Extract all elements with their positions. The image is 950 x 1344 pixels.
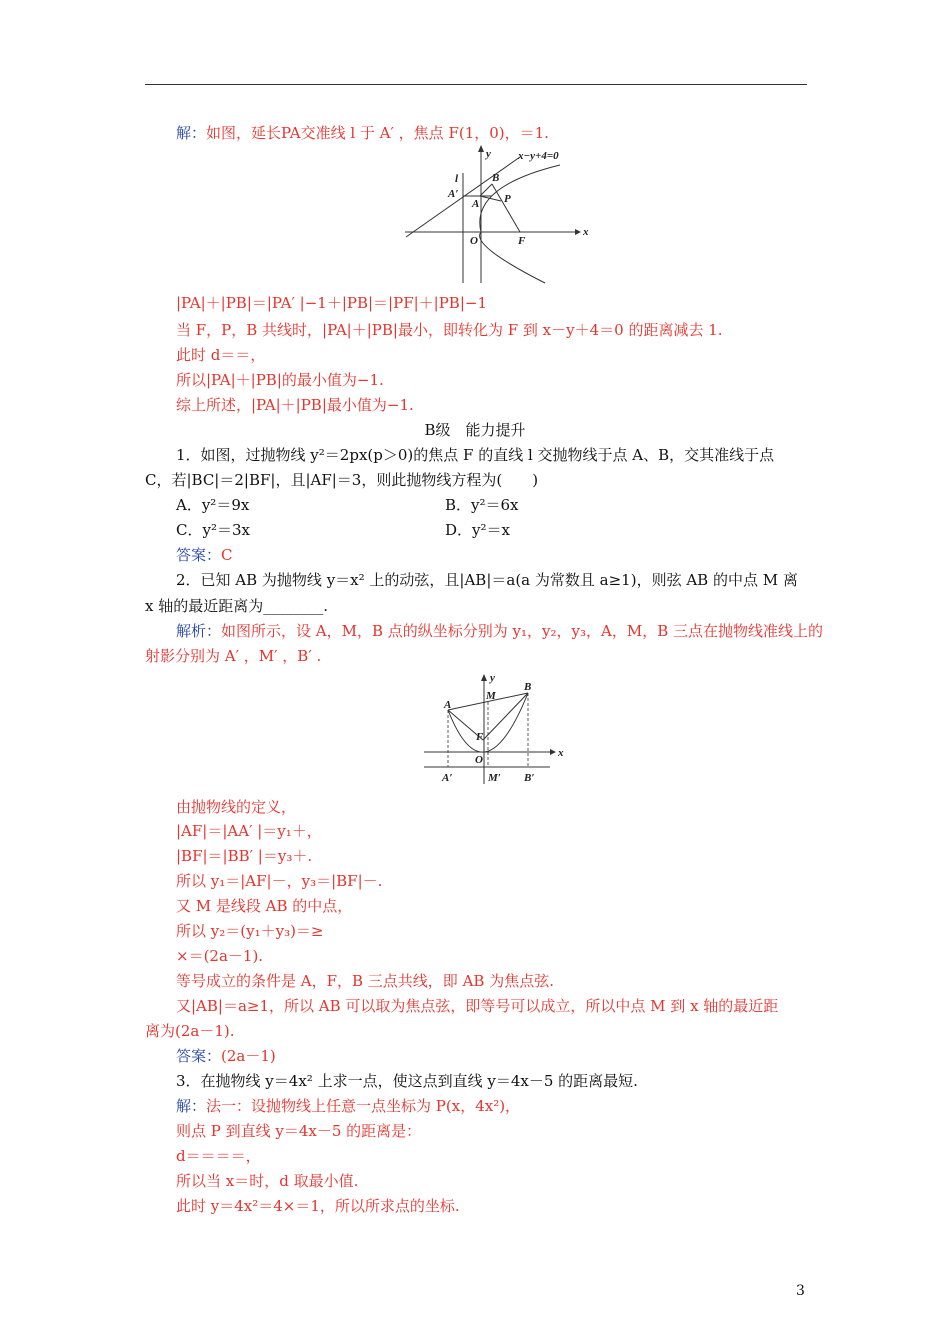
q3-line-d: 此时 y＝4x²＝4×＝1，所以所求点的坐标. <box>176 1197 460 1215</box>
q3-line-c: 所以当 x＝时，d 取最小值. <box>176 1172 359 1190</box>
p1-line-4: 所以|PA|＋|PB|的最小值为−1. <box>176 371 384 389</box>
solution-text: 如图，延长PA交准线 l 于 A′ ，焦点 F(1，0)，＝1. <box>206 124 549 142</box>
q2-line-1: 2．已知 AB 为抛物线 y＝x² 上的动弦，且|AB|＝a(a 为常数且 a≥1)，则弦 AB 的中点 M 离 <box>176 571 798 589</box>
q2-answer-label: 答案： <box>176 1047 222 1065</box>
q3-line-1: 3．在抛物线 y＝4x² 上求一点，使这点到直线 y＝4x－5 的距离最短. <box>176 1072 638 1090</box>
fig1-label-A: A <box>472 198 480 210</box>
q2-line-2: x 轴的最近距离为________. <box>145 597 328 615</box>
fig2-label-A-prime: A′ <box>442 772 453 784</box>
fig2-label-M: M <box>486 690 496 702</box>
fig1-label-A-prime: A′ <box>448 188 459 200</box>
fig1-label-B: B <box>492 172 500 184</box>
solution-label: 解： <box>176 124 207 142</box>
fig1-label-P: P <box>504 193 511 205</box>
q2-line-f: 所以 y₂＝(y₁＋y₃)＝≥ <box>176 922 324 940</box>
q2-line-j: 离为(2a－1). <box>145 1022 235 1040</box>
fig1-label-l: l <box>455 173 459 185</box>
fig2-label-y: y <box>490 672 495 684</box>
q3-solution-text: 法一：设抛物线上任意一点坐标为 P(x，4x²)， <box>206 1097 521 1115</box>
q1-answer-value: C <box>221 546 233 564</box>
section-b-title: B级 能力提升 <box>424 421 526 439</box>
q1-option-d: D．y²＝x <box>445 521 510 539</box>
q3-solution <box>176 1096 520 1116</box>
fig2-label-O: O <box>475 754 483 766</box>
fig1-line-label: x−y+4=0 <box>518 150 559 162</box>
header-rule <box>145 84 807 85</box>
p1-line-5: 综上所述，|PA|＋|PB|最小值为−1. <box>176 396 414 414</box>
q1-option-c: C．y²＝3x <box>176 521 250 539</box>
fig2-label-B: B <box>524 681 532 693</box>
q1-answer <box>176 545 233 565</box>
fig2-label-F: F <box>476 731 484 743</box>
fig2-label-x: x <box>558 747 564 759</box>
q3-solution-label: 解： <box>176 1097 207 1115</box>
p1-line-1: |PA|＋|PB|＝|PA′ |−1＋|PB|＝|PF|＋|PB|−1 <box>176 294 487 312</box>
q2-line-g: ×＝(2a－1). <box>176 947 264 965</box>
q1-option-b: B．y²＝6x <box>445 496 519 514</box>
fig2-label-B-prime: B′ <box>524 772 535 784</box>
p1-line-3: 此时 d＝＝， <box>176 346 266 364</box>
figure-focal-chord <box>420 670 570 790</box>
q2-line-d: 所以 y₁＝|AF|－，y₃＝|BF|－. <box>176 872 383 890</box>
q3-line-b: d＝＝＝＝， <box>176 1147 261 1165</box>
q2-line-c: |BF|＝|BB′ |＝y₃＋. <box>176 847 313 865</box>
q2-line-e: 又 M 是线段 AB 的中点， <box>176 897 353 915</box>
q2-answer-value: (2a－1) <box>221 1047 276 1065</box>
q1-option-a: A．y²＝9x <box>176 496 250 514</box>
q1-answer-label: 答案： <box>176 546 222 564</box>
fig1-label-x: x <box>583 226 589 238</box>
solution-intro <box>176 123 549 143</box>
q2-analysis-line-2: 射影分别为 A′ ，M′ ，B′ . <box>145 647 322 665</box>
q2-line-a: 由抛物线的定义， <box>176 798 297 816</box>
page-number: 3 <box>796 1283 805 1299</box>
q2-analysis <box>176 621 823 641</box>
fig2-label-A: A <box>444 699 452 711</box>
q3-line-a: 则点 P 到直线 y＝4x－5 的距离是： <box>176 1122 422 1140</box>
fig1-label-O: O <box>470 235 478 247</box>
fig1-label-y: y <box>486 148 491 160</box>
q2-line-h: 等号成立的条件是 A，F，B 三点共线，即 AB 为焦点弦. <box>176 972 554 990</box>
fig2-label-M-prime: M′ <box>488 772 501 784</box>
fig1-label-F: F <box>518 235 526 247</box>
q2-line-b: |AF|＝|AA′ |＝y₁＋， <box>176 822 322 840</box>
q1-line-1: 1．如图，过抛物线 y²＝2px(p＞0)的焦点 F 的直线 l 交抛物线于点 A、B，交其准线于点 <box>176 446 775 464</box>
q2-line-i: 又|AB|＝a≥1，所以 AB 可以取为焦点弦，即等号可以成立，所以中点 M 到 x 轴的最近距 <box>176 997 779 1015</box>
q2-answer <box>176 1046 276 1066</box>
q2-analysis-text: 如图所示，设 A，M，B 点的纵坐标分别为 y₁，y₂，y₃，A，M，B 三点在抛物线准线上的 <box>221 622 823 640</box>
p1-line-2: 当 F，P，B 共线时，|PA|＋|PB|最小，即转化为 F 到 x－y＋4＝0 的距离减去 1. <box>176 321 723 339</box>
figure-parabola-line <box>400 145 600 285</box>
q2-analysis-label: 解析： <box>176 622 222 640</box>
q1-line-2: C，若|BC|＝2|BF|，且|AF|＝3，则此抛物线方程为( ) <box>145 471 539 489</box>
